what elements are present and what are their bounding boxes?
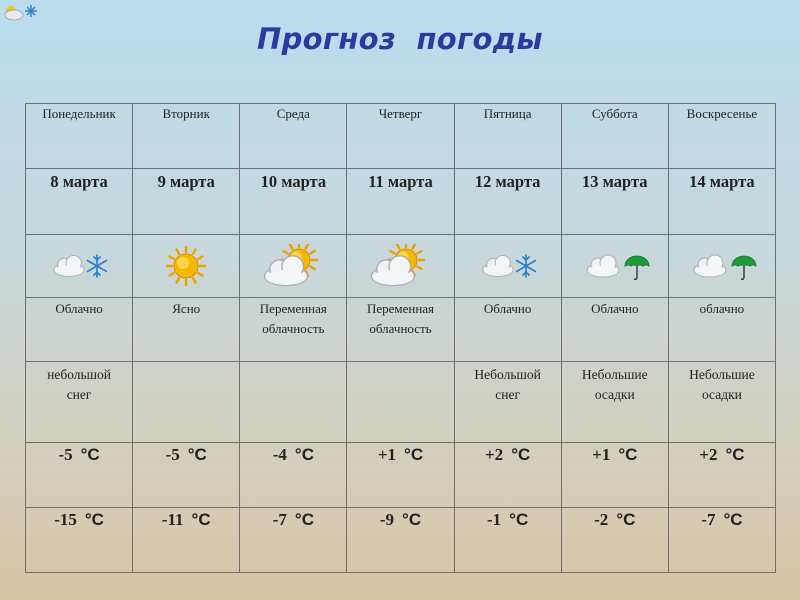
page-title: Прогноз погоды <box>257 22 543 56</box>
weather-icon-cell <box>133 235 240 298</box>
precipitation-cell <box>668 362 775 443</box>
condition-cell <box>26 298 133 362</box>
temperature-unit: °C <box>80 445 100 464</box>
temperature-value: +2 <box>485 445 504 464</box>
condition-text: Ясно <box>172 301 201 316</box>
condition-text: облачность <box>369 321 432 336</box>
condition-text: Облачно <box>483 301 532 316</box>
weather-icon-cell <box>26 235 133 298</box>
precipitation-text: осадки <box>594 387 635 402</box>
cloud-umbrella-icon <box>575 244 655 288</box>
day-temperature <box>347 443 454 508</box>
day-temperature <box>668 443 775 508</box>
weather-icon-cell <box>454 235 561 298</box>
precipitation-cell <box>26 362 133 443</box>
weather-icon-cell <box>561 235 668 298</box>
condition-text: Переменная <box>366 301 435 316</box>
temperature-value: -5 <box>165 445 180 464</box>
temperature-value: -7 <box>272 510 287 529</box>
day-name: Суббота <box>561 104 668 169</box>
icon-row <box>26 235 776 298</box>
night-temperature <box>347 508 454 573</box>
day-name-row <box>26 104 776 169</box>
day-name: Воскресенье <box>668 104 775 169</box>
date-row <box>26 169 776 235</box>
cloud-snowflake-icon <box>468 244 548 288</box>
precipitation-text: снег <box>495 387 520 402</box>
day-temperature <box>26 443 133 508</box>
night-temperature <box>561 508 668 573</box>
temperature-unit: °C <box>511 445 531 464</box>
condition-text: Переменная <box>259 301 327 316</box>
temperature-unit: °C <box>404 445 424 464</box>
temperature-unit: °C <box>402 510 422 529</box>
temperature-value: +2 <box>699 445 718 464</box>
temperature-unit: °C <box>616 510 636 529</box>
temperature-unit: °C <box>294 510 314 529</box>
date-cell: 14 марта <box>668 169 775 235</box>
night-temperature <box>668 508 775 573</box>
condition-cell <box>561 298 668 362</box>
condition-text: облачно <box>699 301 745 316</box>
temperature-unit: °C <box>723 510 743 529</box>
day-temperature <box>240 443 347 508</box>
precipitation-cell <box>240 362 347 443</box>
temperature-unit: °C <box>191 510 211 529</box>
day-temperature <box>561 443 668 508</box>
date-cell: 10 марта <box>240 169 347 235</box>
night-temperature <box>454 508 561 573</box>
day-temperature <box>133 443 240 508</box>
temperature-unit: °C <box>187 445 207 464</box>
condition-text: облачность <box>262 321 325 336</box>
day-name: Пятница <box>454 104 561 169</box>
condition-cell <box>133 298 240 362</box>
partly-cloudy-icon <box>253 244 333 288</box>
precipitation-text: Небольшие <box>581 367 648 382</box>
condition-cell <box>240 298 347 362</box>
night-temperature <box>26 508 133 573</box>
date-cell: 11 марта <box>347 169 454 235</box>
condition-cell <box>668 298 775 362</box>
partly-cloudy-icon <box>360 244 440 288</box>
weather-icon-cell <box>347 235 454 298</box>
day-name: Вторник <box>133 104 240 169</box>
temperature-value: -7 <box>701 510 716 529</box>
forecast-table <box>25 103 776 573</box>
temperature-unit: °C <box>84 510 104 529</box>
day-name: Понедельник <box>26 104 133 169</box>
precipitation-text: Небольшие <box>689 367 755 382</box>
weather-icon-cell <box>668 235 775 298</box>
date-cell: 9 марта <box>133 169 240 235</box>
temperature-unit: °C <box>509 510 529 529</box>
weather-icon-cell <box>240 235 347 298</box>
weather-logo-icon <box>2 2 42 22</box>
temperature-unit: °C <box>725 445 745 464</box>
condition-text: Облачно <box>55 301 103 316</box>
temperature-unit: °C <box>294 445 314 464</box>
precipitation-text: небольшой <box>47 367 112 382</box>
condition-cell <box>347 298 454 362</box>
temperature-value: -1 <box>487 510 502 529</box>
condition-cell <box>454 298 561 362</box>
condition-row <box>26 298 776 362</box>
date-cell: 12 марта <box>454 169 561 235</box>
precipitation-cell <box>454 362 561 443</box>
night-temperature <box>240 508 347 573</box>
precipitation-cell <box>347 362 454 443</box>
temperature-value: +1 <box>377 445 397 464</box>
day-temperature-row <box>26 443 776 508</box>
day-name: Четверг <box>347 104 454 169</box>
temperature-value: -4 <box>272 445 287 464</box>
temperature-value: -9 <box>379 510 395 529</box>
night-temperature-row <box>26 508 776 573</box>
date-cell: 8 марта <box>26 169 133 235</box>
precipitation-text: осадки <box>701 387 742 402</box>
day-name: Среда <box>240 104 347 169</box>
date-cell: 13 марта <box>561 169 668 235</box>
temperature-value: -15 <box>54 510 77 529</box>
precipitation-cell <box>561 362 668 443</box>
precipitation-text: снег <box>66 387 92 402</box>
day-temperature <box>454 443 561 508</box>
precipitation-cell <box>133 362 240 443</box>
cloud-snowflake-icon <box>39 244 119 288</box>
night-temperature <box>133 508 240 573</box>
condition-text: Облачно <box>591 301 639 316</box>
temperature-value: +1 <box>592 445 611 464</box>
cloud-umbrella-icon <box>682 244 762 288</box>
temperature-unit: °C <box>618 445 638 464</box>
precipitation-row <box>26 362 776 443</box>
temperature-value: -11 <box>161 510 184 529</box>
temperature-value: -5 <box>58 445 73 464</box>
precipitation-text: Небольшой <box>474 367 541 382</box>
sun-icon <box>146 244 226 288</box>
temperature-value: -2 <box>594 510 609 529</box>
